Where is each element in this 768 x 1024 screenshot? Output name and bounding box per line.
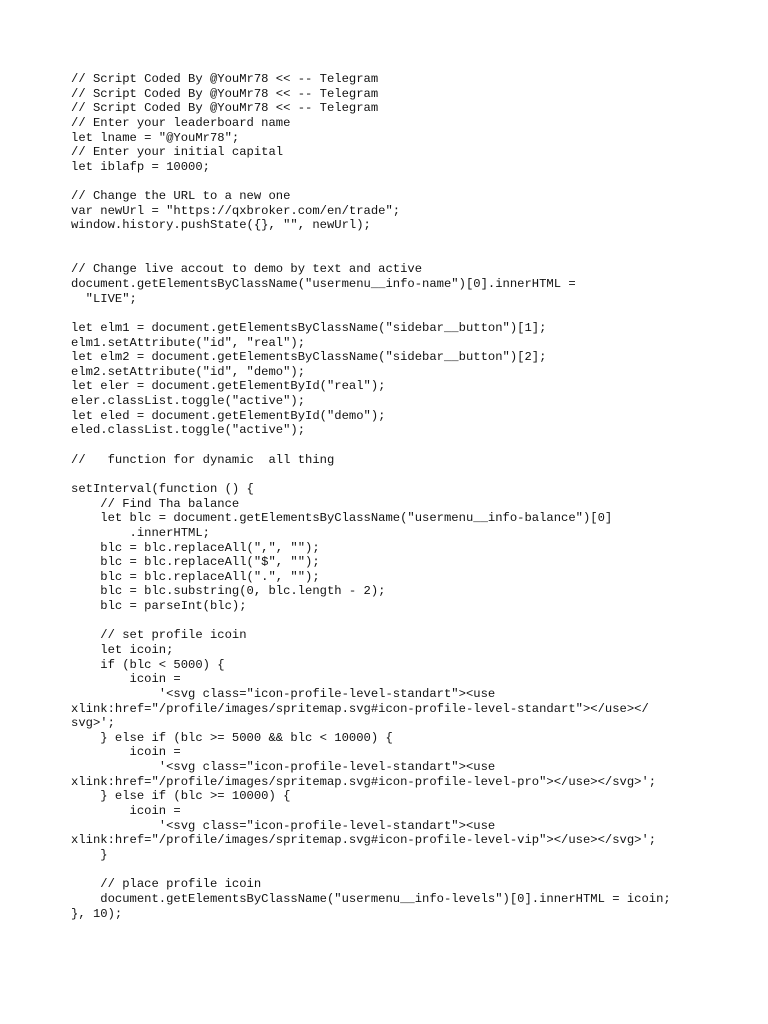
code-line: document.getElementsByClassName("usermenu__info-levels")[0].innerHTML = icoin; [71,891,671,906]
code-line: blc = parseInt(blc); [71,599,247,614]
code-line: blc = blc.replaceAll("$", ""); [71,555,320,570]
code-line: xlink:href="/profile/images/spritemap.svg#icon-profile-level-vip"></use></svg>'; [71,833,657,848]
code-block [71,72,671,921]
code-line: // Enter your initial capital [71,145,284,160]
code-line [71,438,671,453]
code-line: icoin = [71,672,181,687]
code-line: let elm2 = document.getElementsByClassName("sidebar__button")[2]; [71,350,547,365]
code-line: document.getElementsByClassName("usermenu__info-name")[0].innerHTML = [71,276,576,291]
code-line: window.history.pushState({}, "", newUrl); [71,218,371,233]
code-line: } else if (blc >= 5000 && blc < 10000) { [71,730,393,745]
code-line: // Find Tha balance [71,496,240,511]
code-line [71,248,671,263]
code-line: let blc = document.getElementsByClassName("usermenu__info-balance")[0] [71,511,613,526]
code-line: // set profile icoin [71,628,247,643]
code-line: blc = blc.replaceAll(".", ""); [71,569,320,584]
code-line: var newUrl = "https://qxbroker.com/en/trade"; [71,203,401,218]
code-line: "LIVE"; [71,291,137,306]
code-line [71,233,671,248]
code-line [71,306,671,321]
code-line: blc = blc.replaceAll(",", ""); [71,540,320,555]
code-line: let elm1 = document.getElementsByClassName("sidebar__button")[1]; [71,320,547,335]
code-line [71,614,671,629]
code-line: if (blc < 5000) { [71,657,225,672]
code-line [71,863,671,878]
code-line: // Script Coded By @YouMr78 << -- Telegram [71,86,379,101]
code-line: // place profile icoin [71,877,262,892]
code-line: elm1.setAttribute("id", "real"); [71,335,306,350]
code-line: '<svg class="icon-profile-level-standart"><use [71,760,496,775]
code-line: // function for dynamic all thing [71,452,335,467]
code-line: // Change live accout to demo by text and active [71,262,423,277]
code-line: '<svg class="icon-profile-level-standart"><use [71,686,496,701]
code-line: eled.classList.toggle("active"); [71,423,306,438]
code-line: eler.classList.toggle("active"); [71,394,306,409]
code-line: let eler = document.getElementById("real"); [71,379,386,394]
code-line: // Change the URL to a new one [71,189,291,204]
code-line: icoin = [71,745,181,760]
code-line: elm2.setAttribute("id", "demo"); [71,364,306,379]
code-line [71,467,671,482]
code-line: .innerHTML; [71,525,210,540]
code-line: svg>'; [71,716,115,731]
code-line: xlink:href="/profile/images/spritemap.svg#icon-profile-level-standart"></use></ [71,701,649,716]
code-line: '<svg class="icon-profile-level-standart"><use [71,818,496,833]
code-line: // Enter your leaderboard name [71,115,291,130]
code-line: let icoin; [71,642,174,657]
code-line: icoin = [71,804,181,819]
code-line: // Script Coded By @YouMr78 << -- Telegram [71,101,379,116]
code-line: let eled = document.getElementById("demo"); [71,408,386,423]
code-line: xlink:href="/profile/images/spritemap.svg#icon-profile-level-pro"></use></svg>'; [71,774,657,789]
code-line: } else if (blc >= 10000) { [71,789,291,804]
code-line: setInterval(function () { [71,481,254,496]
code-line [71,174,671,189]
code-line: // Script Coded By @YouMr78 << -- Telegram [71,72,379,86]
code-line: blc = blc.substring(0, blc.length - 2); [71,584,386,599]
code-line: let lname = "@YouMr78"; [71,130,240,145]
code-line: let iblafp = 10000; [71,159,210,174]
code-line: }, 10); [71,906,123,921]
code-line: } [71,847,108,862]
